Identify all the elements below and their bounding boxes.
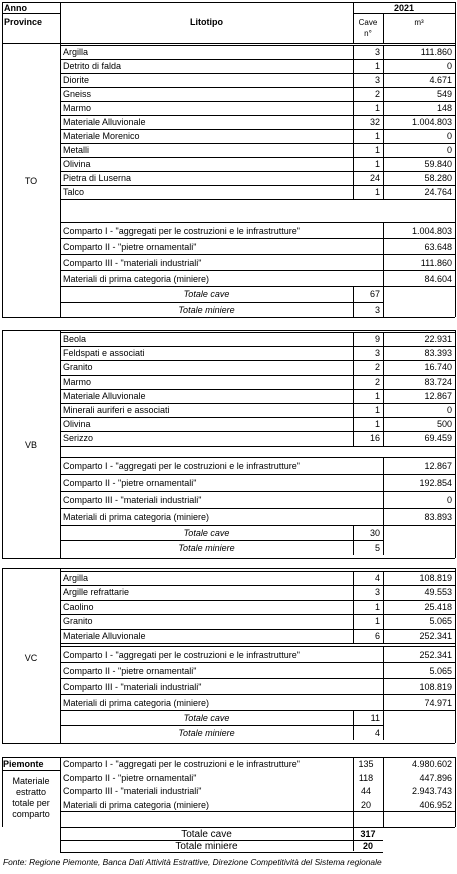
comparto-name: Comparto III - "materiali industriali" — [63, 258, 202, 268]
column-line — [455, 568, 456, 743]
column-line — [383, 571, 384, 643]
volume-m3: 49.553 — [424, 587, 452, 598]
row-divider — [60, 827, 455, 828]
piemonte-comparto-volume: 2.943.743 — [411, 786, 452, 796]
cave-count: 1 — [374, 616, 380, 627]
volume-m3: 22.931 — [424, 334, 452, 344]
litotipo-name: Granito — [63, 362, 93, 373]
section-top-border — [2, 568, 455, 569]
column-line — [60, 757, 61, 827]
litotipo-name: Marmo — [63, 376, 92, 387]
comparto-name: Comparto I - "aggregati per le costruzioni e le infrastrutture" — [63, 461, 300, 471]
row-divider — [60, 115, 455, 116]
row-divider — [60, 143, 455, 144]
volume-m3: 16.740 — [424, 362, 452, 373]
section-bottom-border — [2, 558, 455, 559]
volume-m3: 24.764 — [424, 187, 452, 197]
source-note: Fonte: Regione Piemonte, Banca Dati Attività Estrattive, Direzione Competitività del Sistema regionale — [3, 857, 382, 867]
row-divider — [60, 101, 455, 102]
piemonte-title-underline — [2, 770, 60, 771]
volume-m3: 108.819 — [419, 573, 452, 583]
comparto-name: Comparto II - "pietre ornamentali" — [63, 478, 197, 488]
litotipo-name: Materiale Morenico — [63, 131, 140, 141]
litotipo-name: Pietra di Luserna — [63, 173, 132, 183]
volume-m3: 25.418 — [424, 601, 452, 612]
cave-count: 16 — [369, 433, 380, 444]
totale-miniere-value: 4 — [374, 728, 380, 738]
totale-miniere-label: Totale miniere — [178, 543, 235, 553]
litotipo-label: Litotipo — [190, 17, 223, 27]
cave-count: 1 — [374, 390, 380, 401]
cave-count: 3 — [374, 348, 380, 359]
volume-m3: 5.065 — [429, 616, 452, 627]
section-top-border — [2, 43, 455, 44]
row-divider — [60, 171, 455, 172]
column-line — [455, 2, 456, 43]
row-divider — [60, 585, 455, 586]
row-divider — [60, 389, 455, 390]
row-divider — [60, 238, 455, 239]
volume-m3: 12.867 — [424, 390, 452, 401]
comparto-volume: 74.971 — [424, 698, 452, 708]
piemonte-note-line: estratto — [15, 787, 46, 797]
cave-count: 1 — [374, 61, 380, 71]
comparto-volume: 192.854 — [419, 478, 452, 488]
row-divider — [60, 525, 455, 526]
litotipo-name: Minerali auriferi e associati — [63, 405, 170, 415]
column-line — [383, 332, 384, 446]
comparto-name: Comparto I - "aggregati per le costruzioni e le infrastrutture" — [63, 650, 300, 660]
comparto-volume: 108.819 — [419, 682, 452, 692]
cave-count: 1 — [374, 159, 380, 169]
row-divider — [60, 491, 455, 492]
row-divider — [60, 614, 455, 615]
piemonte-comparto-volume: 406.952 — [419, 799, 452, 810]
province-code: TO — [24, 176, 38, 186]
litotipo-name: Materiale Alluvionale — [63, 117, 146, 127]
piemonte-comparto-name: Comparto III - "materiali industriali" — [63, 786, 202, 796]
volume-m3: 58.280 — [424, 173, 452, 183]
row-divider — [60, 694, 455, 695]
piemonte-title: Piemonte — [3, 759, 44, 769]
comparto-volume: 5.065 — [429, 666, 452, 676]
row-divider — [60, 571, 455, 572]
comparto-name: Materiali di prima categoria (miniere) — [63, 698, 210, 708]
volume-m3: 148 — [436, 103, 452, 113]
cave-count: 1 — [374, 419, 380, 430]
litotipo-name: Materiale Alluvionale — [63, 630, 146, 641]
row-divider — [60, 199, 455, 200]
row-divider — [60, 417, 455, 418]
cave-count: 1 — [374, 103, 380, 113]
row-divider — [60, 302, 383, 303]
province-code: VB — [24, 440, 37, 450]
piemonte-note-line: totale per — [12, 798, 50, 808]
litotipo-name: Feldspati e associati — [63, 348, 145, 359]
comparto-volume: 83.893 — [424, 512, 452, 522]
m3-label: m³ — [414, 18, 424, 27]
piemonte-totale-cave-label: Totale cave — [181, 829, 232, 840]
cave-count: 32 — [369, 117, 380, 127]
litotipo-name: Argilla — [63, 573, 89, 583]
column-line — [353, 286, 354, 318]
row-divider — [60, 185, 455, 186]
row-divider — [60, 87, 455, 88]
cave-count: 2 — [374, 362, 380, 373]
row-divider — [60, 254, 455, 255]
piemonte-comparto-cave: 44 — [360, 786, 371, 796]
cave-count: 1 — [374, 405, 380, 415]
comparto-volume: 252.341 — [419, 650, 452, 660]
row-divider — [60, 286, 455, 287]
volume-m3: 83.393 — [424, 348, 452, 359]
comparto-volume: 12.867 — [424, 461, 452, 471]
totale-cave-label: Totale cave — [183, 289, 230, 299]
anno-label: Anno — [4, 3, 27, 13]
totale-cave-value: 30 — [369, 528, 380, 538]
litotipo-name: Argilla — [63, 47, 89, 57]
volume-m3: 0 — [446, 145, 452, 155]
cave-count: 1 — [374, 131, 380, 141]
cave-count: 3 — [374, 587, 380, 598]
column-line — [383, 286, 384, 318]
litotipo-name: Olivina — [63, 159, 91, 169]
column-line — [455, 757, 456, 827]
litotipo-name: Olivina — [63, 419, 91, 430]
totale-cave-label: Totale cave — [183, 713, 230, 723]
totale-cave-value: 67 — [369, 289, 380, 299]
column-line — [2, 2, 3, 43]
comparto-volume: 1.004.803 — [411, 226, 452, 236]
comparto-block-top — [60, 646, 455, 647]
comparto-block-top — [60, 222, 455, 223]
piemonte-comparto-name: Comparto I - "aggregati per le costruzioni e le infrastrutture" — [63, 759, 300, 769]
cave-count: 1 — [374, 145, 380, 155]
cave-count: 6 — [374, 630, 380, 641]
piemonte-comparto-cave: 20 — [360, 799, 371, 810]
comparto-name: Comparto I - "aggregati per le costruzioni e le infrastrutture" — [63, 226, 300, 236]
row-divider — [60, 662, 455, 663]
column-line — [455, 330, 456, 558]
litotipo-name: Talco — [63, 187, 85, 197]
row-divider — [60, 811, 455, 812]
piemonte-top-border — [2, 757, 455, 758]
comparto-block-top — [60, 457, 455, 458]
row-divider — [60, 360, 455, 361]
column-line — [383, 222, 384, 286]
volume-m3: 69.459 — [424, 433, 452, 444]
section-bottom-border — [2, 743, 455, 744]
column-line — [353, 525, 354, 555]
column-line — [60, 827, 61, 852]
province-code: VC — [24, 653, 38, 663]
row-divider — [60, 157, 455, 158]
section-top-border — [2, 330, 455, 331]
cave-count: 4 — [374, 573, 380, 583]
volume-m3: 0 — [446, 131, 452, 141]
piemonte-totale-miniere-value: 20 — [362, 841, 373, 851]
volume-m3: 252.341 — [419, 630, 452, 641]
cave-count: 24 — [369, 173, 380, 183]
column-line — [383, 757, 384, 827]
column-line — [353, 710, 354, 740]
comparto-volume: 84.604 — [424, 274, 452, 284]
volume-m3: 0 — [446, 61, 452, 71]
piemonte-note-line: Materiale — [12, 776, 50, 786]
year-label: 2021 — [393, 3, 415, 13]
column-line — [383, 525, 384, 555]
row-divider — [60, 629, 455, 630]
row-divider — [60, 643, 455, 644]
row-divider — [60, 540, 383, 541]
comparto-volume: 63.648 — [424, 242, 452, 252]
litotipo-name: Granito — [63, 616, 93, 627]
piemonte-comparto-volume: 4.980.602 — [411, 759, 452, 769]
row-divider — [60, 403, 455, 404]
volume-m3: 4.671 — [429, 75, 452, 85]
piemonte-comparto-volume: 447.896 — [419, 772, 452, 783]
column-line — [455, 43, 456, 317]
province-label: Province — [4, 17, 43, 27]
litotipo-name: Gneiss — [63, 89, 92, 99]
row-divider — [60, 332, 455, 333]
column-line — [383, 45, 384, 199]
piemonte-comparto-name: Comparto II - "pietre ornamentali" — [63, 772, 197, 783]
totale-miniere-value: 5 — [374, 543, 380, 553]
column-line — [383, 710, 384, 740]
piemonte-totale-cave-value: 317 — [360, 829, 376, 839]
column-line — [60, 43, 61, 317]
column-line — [353, 571, 354, 643]
comparto-volume: 0 — [446, 495, 452, 505]
litotipo-name: Caolino — [63, 601, 94, 612]
volume-m3: 0 — [446, 405, 452, 415]
litotipo-name: Materiale Alluvionale — [63, 390, 146, 401]
row-divider — [60, 600, 455, 601]
comparto-volume: 111.860 — [420, 258, 452, 268]
column-line — [353, 45, 354, 199]
row-divider — [60, 474, 455, 475]
row-divider — [60, 73, 455, 74]
litotipo-name: Argille refrattarie — [63, 587, 130, 598]
section-bottom-border — [2, 317, 455, 318]
cave-count: 1 — [374, 187, 380, 197]
row-divider — [60, 45, 455, 46]
column-line — [60, 330, 61, 558]
cave-count: 3 — [374, 47, 380, 57]
cave-unit-label: n° — [364, 29, 372, 38]
cave-count-label: Cave — [358, 18, 378, 27]
totale-miniere-label: Totale miniere — [178, 305, 235, 315]
totale-cave-value: 11 — [370, 713, 380, 723]
comparto-name: Materiali di prima categoria (miniere) — [63, 512, 210, 522]
row-divider — [60, 508, 455, 509]
totale-miniere-label: Totale miniere — [178, 728, 235, 738]
piemonte-note-line: comparto — [12, 809, 50, 819]
volume-m3: 59.840 — [424, 159, 452, 169]
litotipo-name: Diorite — [63, 75, 90, 85]
cave-count: 9 — [374, 334, 380, 344]
column-line — [353, 332, 354, 446]
row-divider — [60, 129, 455, 130]
volume-m3: 500 — [436, 419, 452, 430]
row-divider — [60, 431, 455, 432]
litotipo-name: Detrito di falda — [63, 61, 122, 71]
comparto-name: Comparto III - "materiali industriali" — [63, 495, 202, 505]
piemonte-comparto-cave: 135 — [358, 759, 374, 769]
row-divider — [60, 270, 455, 271]
totale-miniere-value: 3 — [374, 305, 380, 315]
litotipo-name: Metalli — [63, 145, 90, 155]
litotipo-name: Serizzo — [63, 433, 94, 444]
volume-m3: 111.860 — [420, 47, 452, 57]
column-line — [383, 646, 384, 710]
row-divider — [60, 375, 455, 376]
cave-count: 3 — [374, 75, 380, 85]
piemonte-comparto-name: Materiali di prima categoria (miniere) — [63, 799, 210, 810]
volume-m3: 1.004.803 — [411, 117, 452, 127]
volume-m3: 83.724 — [424, 376, 452, 387]
litotipo-name: Marmo — [63, 103, 92, 113]
comparto-name: Comparto III - "materiali industriali" — [63, 682, 202, 692]
row-divider — [60, 59, 455, 60]
comparto-name: Materiali di prima categoria (miniere) — [63, 274, 210, 284]
row-divider — [60, 710, 455, 711]
row-divider — [60, 725, 383, 726]
piemonte-comparto-cave: 118 — [358, 772, 374, 783]
piemonte-totale-miniere-label: Totale miniere — [175, 841, 238, 852]
row-divider — [60, 852, 383, 853]
comparto-name: Comparto II - "pietre ornamentali" — [63, 242, 197, 252]
cave-count: 1 — [374, 601, 380, 612]
column-line — [383, 457, 384, 525]
volume-m3: 549 — [436, 89, 452, 99]
cave-count: 2 — [374, 89, 380, 99]
comparto-name: Comparto II - "pietre ornamentali" — [63, 666, 197, 676]
litotipo-name: Beola — [63, 334, 87, 344]
row-divider — [60, 446, 455, 447]
row-divider — [60, 346, 455, 347]
totale-cave-label: Totale cave — [183, 528, 230, 538]
cave-count: 2 — [374, 376, 380, 387]
row-divider — [60, 678, 455, 679]
